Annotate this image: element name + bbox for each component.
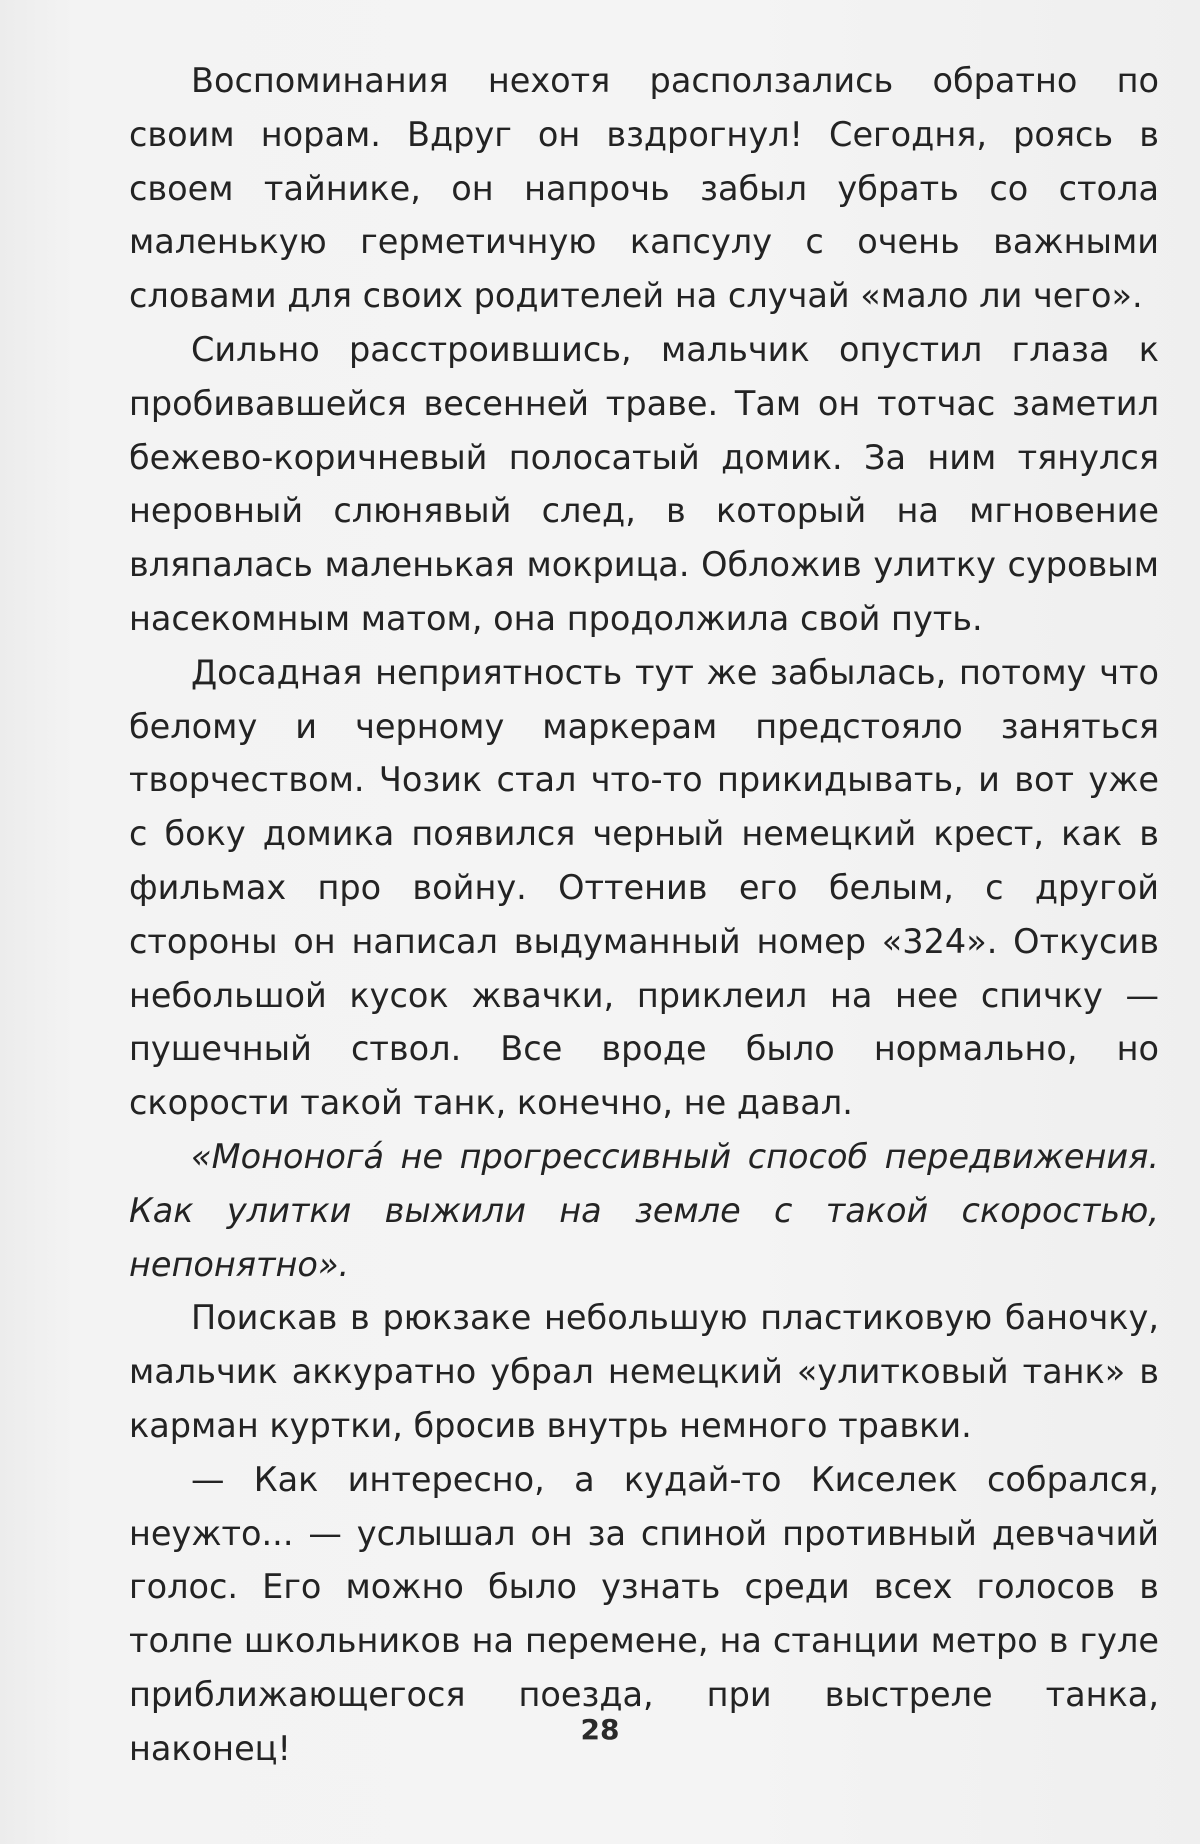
page-number: 28	[580, 1713, 620, 1746]
paragraph-2: Сильно расстроившись, мальчик опустил глаза к пробивавшейся весенней траве. Там он тотчас заметил бежево-коричневый полосатый домик. За ним тянулся неровный слюнявый след, в который на мгновение вляпалась маленькая мокрица. Обложив улитку суровым насекомным матом, она продолжила свой путь.	[129, 329, 1159, 638]
paragraph-4-italic-thought: «Мононога́ не прогрессивный способ передвижения. Как улитки выжили на земле с такой скоростью, непонятно».	[129, 1136, 1159, 1284]
body-text	[129, 54, 1159, 1776]
paragraph-5: Поискав в рюкзаке небольшую пластиковую баночку, мальчик аккуратно убрал немецкий «улитковый танк» в карман куртки, бросив внутрь немного травки.	[129, 1298, 1159, 1445]
paragraph-3: Досадная неприятность тут же забылась, потому что белому и черному маркерам предстояло заняться творчеством. Чозик стал что-то прикидывать, и вот уже с боку домика появился черный немецкий крест, как в фильмах про войну. Оттенив его белым, с другой стороны он написал выдуманный номер «324». Откусив небольшой кусок жвачки, приклеил на нее спичку — пушечный ствол. Все вроде было нормально, но скорости такой танк, конечно, не давал.	[129, 652, 1159, 1123]
paragraph-6-dialogue: — Как интересно, а кудай-то Киселек собрался, неужто... — услышал он за спиной противный девчачий голос. Его можно было узнать среди всех голосов в толпе школьников на перемене, на станции метро в гуле приближающегося поезда, при выстреле танка, наконец!	[129, 1459, 1159, 1768]
paragraph-1: Воспоминания нехотя расползались обратно по своим норам. Вдруг он вздрогнул! Сегодня, роясь в своем тайнике, он напрочь забыл убрать со стола маленькую герметичную капсулу с очень важными словами для своих родителей на случай «мало ли чего».	[129, 61, 1159, 316]
